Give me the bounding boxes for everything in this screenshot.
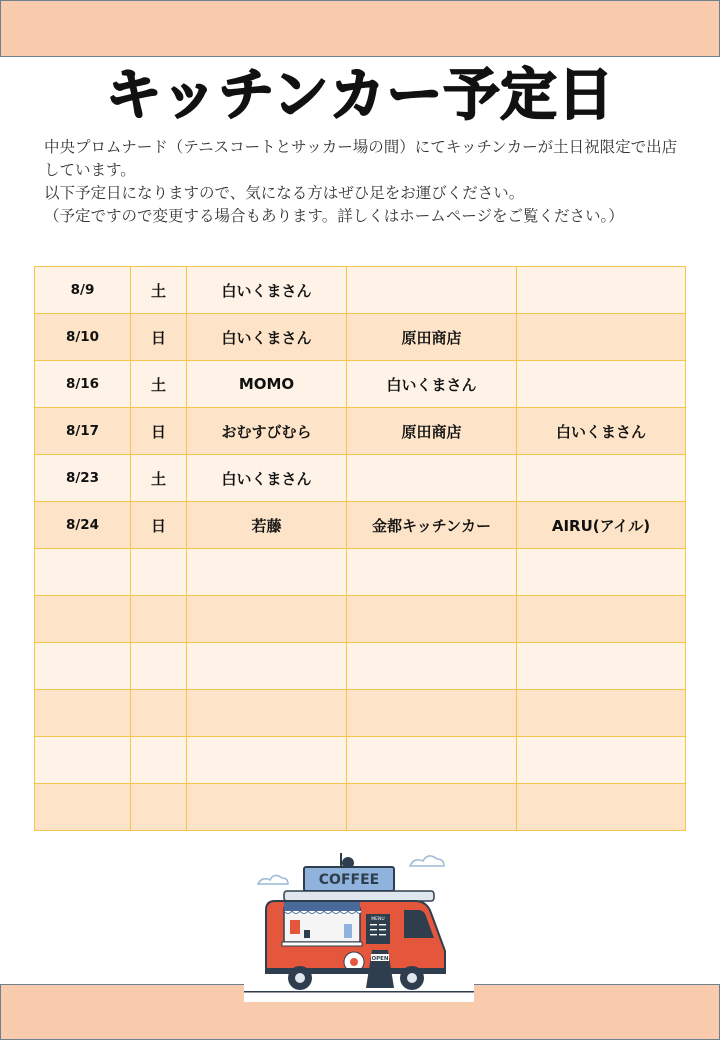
date-cell: 8/9 [35,267,131,314]
table-row [35,549,686,596]
vendor-cell-3 [517,267,686,314]
vendor-cell-1: 白いくまさん [187,267,347,314]
table-row [35,690,686,737]
vendor-cell-3 [517,690,686,737]
vendor-cell-3 [517,643,686,690]
vendor-cell-2: 白いくまさん [347,361,517,408]
day-cell: 日 [131,502,187,549]
date-cell: 8/17 [35,408,131,455]
vendor-cell-2 [347,596,517,643]
vendor-cell-2 [347,784,517,831]
date-cell [35,643,131,690]
vendor-cell-1 [187,596,347,643]
vendor-cell-3 [517,737,686,784]
vendor-cell-3 [517,596,686,643]
vendor-cell-1 [187,737,347,784]
vendor-cell-3 [517,314,686,361]
description-line-3: （予定ですので変更する場合もあります。詳しくはホームページをご覧ください。） [44,207,624,225]
description-line-2: 以下予定日になりますので、気になる方はぜひ足をお運びください。 [44,184,525,202]
vendor-cell-2: 原田商店 [347,314,517,361]
vendor-cell-1: 白いくまさん [187,314,347,361]
day-cell: 日 [131,408,187,455]
vendor-cell-3: 白いくまさん [517,408,686,455]
vendor-cell-1: 白いくまさん [187,455,347,502]
day-cell [131,690,187,737]
vendor-cell-1: 若藤 [187,502,347,549]
food-truck-icon [244,850,474,1002]
date-cell [35,690,131,737]
date-cell: 8/10 [35,314,131,361]
vendor-cell-3 [517,361,686,408]
day-cell [131,596,187,643]
table-row [35,361,686,408]
vendor-cell-2: 金都キッチンカー [347,502,517,549]
date-cell: 8/24 [35,502,131,549]
vendor-cell-1 [187,690,347,737]
day-cell [131,737,187,784]
vendor-cell-1: MOMO [187,361,347,408]
day-cell: 土 [131,455,187,502]
table-row [35,596,686,643]
description-line-1: 中央プロムナード（テニスコートとサッカー場の間）にてキッチンカーが土日祝限定で出店しています。 [44,138,678,179]
date-cell [35,737,131,784]
date-cell: 8/23 [35,455,131,502]
vendor-cell-2: 原田商店 [347,408,517,455]
schedule-table [34,266,686,831]
vendor-cell-2 [347,549,517,596]
food-truck-illustration [244,850,474,1002]
vendor-cell-3: AIRU(アイル) [517,502,686,549]
vendor-cell-1: おむすびむら [187,408,347,455]
date-cell [35,596,131,643]
description [44,136,684,228]
vendor-cell-3 [517,455,686,502]
vendor-cell-2 [347,690,517,737]
table-row [35,314,686,361]
vendor-cell-2 [347,643,517,690]
page-title: キッチンカー予定日 [105,63,615,128]
menu-text: MENU [371,917,385,922]
vendor-cell-2 [347,267,517,314]
vendor-cell-3 [517,549,686,596]
date-cell: 8/16 [35,361,131,408]
vendor-cell-1 [187,784,347,831]
day-cell [131,784,187,831]
table-row [35,408,686,455]
vendor-cell-2 [347,737,517,784]
table-row [35,267,686,314]
day-cell: 日 [131,314,187,361]
day-cell: 土 [131,361,187,408]
day-cell [131,549,187,596]
sign-text: COFFEE [318,872,380,888]
header-band [0,0,720,57]
table-row [35,502,686,549]
table-row [35,784,686,831]
date-cell [35,784,131,831]
vendor-cell-1 [187,643,347,690]
open-board-text: OPEN [371,956,389,962]
vendor-cell-3 [517,784,686,831]
date-cell [35,549,131,596]
vendor-cell-2 [347,455,517,502]
day-cell [131,643,187,690]
day-cell: 土 [131,267,187,314]
vendor-cell-1 [187,549,347,596]
table-row [35,455,686,502]
table-row [35,737,686,784]
table-row [35,643,686,690]
